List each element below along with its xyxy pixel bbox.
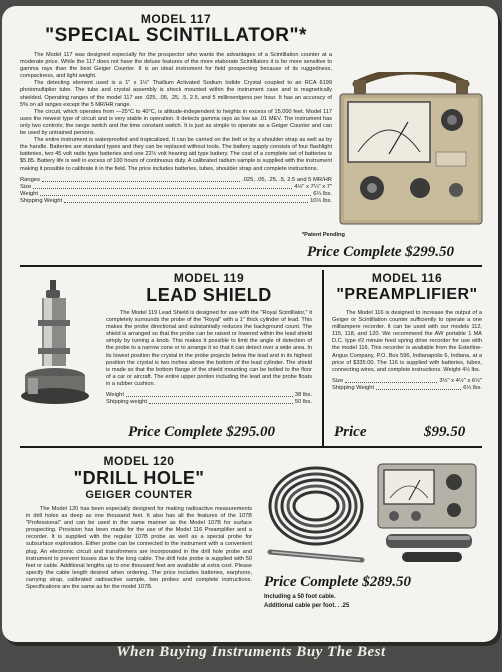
model-119-title: LEAD SHIELD	[146, 285, 272, 305]
model-117-title: "SPECIAL SCINTILLATOR"*	[45, 25, 307, 46]
catalog-page	[2, 6, 498, 642]
drill-hole-counter-illustration	[372, 458, 484, 568]
model-120-additional-cable-note: Additional cable per foot. . .25	[264, 603, 350, 609]
model-119-number: MODEL 119	[173, 271, 245, 285]
spec-row: Size 4½" x 7¼" x 7"	[20, 183, 332, 190]
model-117-price: Price Complete $299.50	[307, 244, 455, 260]
model-116-section	[332, 271, 482, 392]
model-120-title: "DRILL HOLE"	[73, 468, 205, 488]
scintillator-illustration	[336, 72, 486, 228]
model-116-price: $99.50	[424, 424, 466, 440]
spec-row: Ranges .025, .05, .25, .5, 2.5 and 5 MR/HR	[20, 176, 332, 183]
model-120-section	[26, 454, 252, 591]
model-119-price: Price Complete $295.00	[128, 424, 276, 440]
spec-row: Size 3½" x 4½" x 6½"	[332, 377, 482, 384]
model-116-paragraph: The Model 116 is designed to increase the output of a Geiger or Scintillation counter sufficiently to operate a one milliampere recorder. It can be used with our models 112, 115, 118, and 120. We recommend the AW portable 1 MA D.C. type #2 minute feed spring drive recorder for use with the model 116. This recorder is available from the Esterline-Angus Company, P.O. Box 596, Indianapolis 6, Indiana, at a price of $335.00. The 116 is supplied with batteries, tubes, connecting wires, and complete instructions. Weight 4½ lbs.	[332, 310, 482, 373]
spec-row: Shipping Weight 6½ lbs.	[332, 385, 482, 392]
model-116-number: MODEL 116	[371, 271, 443, 285]
model-119-specs	[106, 392, 312, 406]
spec-row: Shipping weight 50 lbs.	[106, 399, 312, 406]
model-116-specs	[332, 378, 482, 392]
lead-shield-illustration	[16, 278, 96, 408]
model-119-paragraph: The Model 119 Lead Shield is designed for use with the "Royal Scintillator," it completely surrounds the probe of the "Royal" with a 1" thick cylinder of lead. This makes the probe directional and substantially reduces the background count. The shield is arranged so that the probe can be raised or lowered within the lead shield simply by turning a knob. This makes it possible to limit the angle of detection of the probe to a narrow cone or to arrange it so that it can detect over a wide area. In its lowest position the crystal in the probe projects below the lead and in its highest position the crystal is two inches above the bottom of the lead cylinder. The shield is made so that the bottom flange of the shield mounting can be bolted to the floor of a car or aircraft. The entire upper portion including the lead and the probe floats in a rubber cushion.	[106, 310, 312, 387]
spec-row: Weight 6¼ lbs.	[20, 191, 332, 197]
model-120-cable-note: Including a 50 foot cable.	[264, 594, 336, 600]
model-117-paragraph: The detecting element used is a 1" x 1½" Thallium Activated Sodium Iodide Crystal coupled to an RCA 6199 photomultiplier tube. The tube and crystal assembly is shock mounted within the instrument case and is magnetically shielded. Operating ranges of the model 117 are .025, .05, .25, .5, 2.5, and 5 milliroentgens per hour. It has an accuracy of 5% on all ranges except the 5 MR/HR range.	[20, 80, 332, 108]
divider	[20, 265, 482, 267]
patent-note: *Patent Pending	[302, 232, 345, 238]
model-116-title: "PREAMPLIFIER"	[336, 286, 478, 303]
model-120-number: MODEL 120	[103, 454, 175, 468]
cable-reel-illustration	[264, 456, 368, 568]
footer-slogan: When Buying Instruments Buy The Best	[116, 644, 386, 660]
model-116-description	[332, 310, 482, 374]
model-120-price: Price Complete $289.50	[264, 574, 412, 590]
spec-row: Weight 38 lbs.	[106, 392, 312, 399]
model-120-paragraph: The Model 120 has been especially designed for making radioactive measurements in drill holes as deep as one thousand feet. It also has all the features of the 107B "Professional" and can be used in the same manner as the Model 107B for surface prospecting. Provision has been made for the use of the Model 116 Preamplifier and a recorder. It is supplied with the regular 107B probe as well as a special probe for subsurface exploration. Either probe can be connected to the instrument with a convenient plug. An electronic circuit and transformers are incorporated in the drill hole probe and instrument to prevent losses due to the long cable. The drill hole probe is supplied with 50 feet or cable. Additional lengths up to one thousand feet are available at extra cost. Please specify the cable length desired when ordering. The price includes batteries, earphone, carrying strap, calibrated radioactive sample, two probes and complete instructions. Specifications are the same as for the model 107B.	[26, 506, 252, 591]
model-119-section	[106, 271, 312, 406]
model-119-description	[106, 310, 312, 388]
model-117-number: MODEL 117	[140, 12, 212, 26]
model-120-subtitle: GEIGER COUNTER	[85, 489, 193, 501]
model-117-specs	[20, 177, 332, 206]
divider	[322, 270, 324, 446]
model-117-section	[20, 12, 332, 205]
model-117-paragraph: The Model 117 was designed especially for the prospector who wants the advantages of a Scintillation counter at a moderate price. While the 117 does not have the deluxe features of the more elaborate Scintillators it is far more sensitive to gamma rays than the best Geiger Counter. It is an ideal instrument for field prospecting because of its ruggedness, compactness, and light weight.	[20, 52, 332, 80]
model-117-description	[20, 52, 332, 173]
model-116-price-label: Price	[334, 424, 367, 440]
model-117-paragraph: The entire instrument is waterproofed and tropicalized. It can be carried on the belt or by a shoulder strap as well as by the handle. Batteries are standard types and they can be replaced without tools. The battery supply consists of four flashlight batteries, two 45 volt radio type batteries and one 22½ volt hearing aid type battery. The cost of a complete set of batteries is $5.85. Battery life is well in excess of 100 hours of continuous duty. A calibrated radium sample is supplied with the instrument making it possible to calibrate it in the field. The price includes batteries, tubes, shoulder strap and complete instructions.	[20, 137, 332, 172]
model-120-description	[26, 506, 252, 591]
model-117-paragraph: The circuit, which operates from —25°C to 40°C, is altitude-independent to heights in excess of 15,000 feet. Model 117 uses the newest type of circuit and is very stable in operation. It detects gamma rays as low as .01 MEV. The instrument has only two controls; the range switch and the time constant switch. It is just as simple to operate as a Geiger Counter and can be used by untrained persons.	[20, 108, 332, 137]
spec-row: Shipping Weight 10½ lbs.	[20, 198, 332, 205]
divider	[20, 446, 482, 448]
